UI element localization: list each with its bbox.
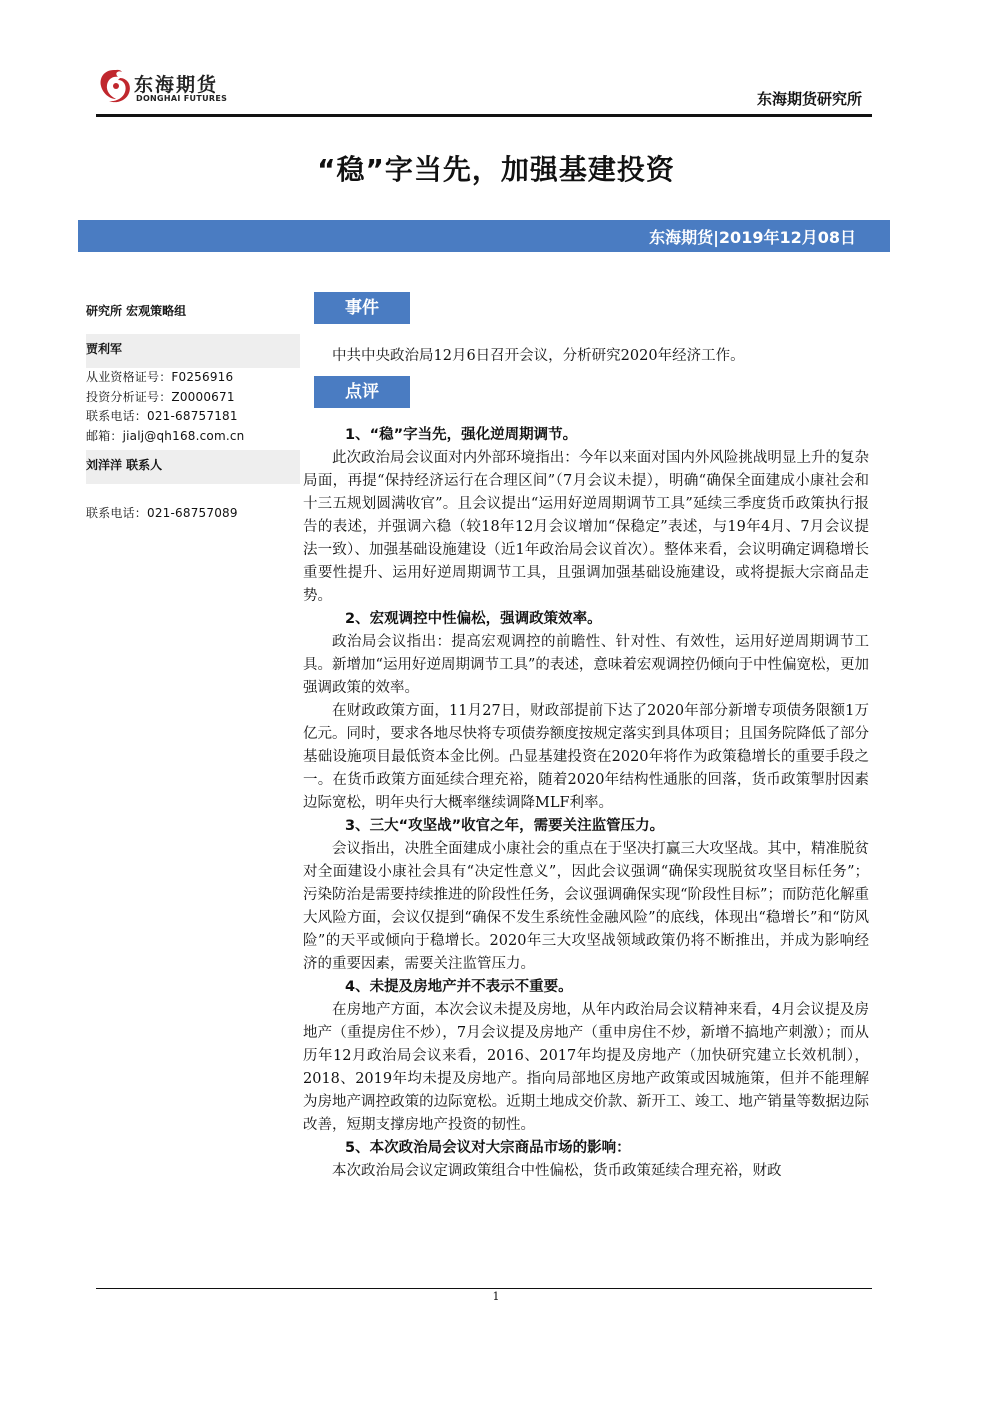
- section-paragraph: 此次政治局会议面对内外部环境指出：今年以来面对国内外风险挑战明显上升的复杂局面，再提“保持经济运行在合理区间”（7月会议未提），明确“确保全面建成小康社会和十三五规划圆满收官”。且会议提出“运用好逆周期调节工具”延续三季度货币政策执行报告的表述，并强调六稳（较18年12月会议增加“保稳定”表述，与19年4月、7月会议提法一致）、加强基础设施建设（近1年政治局会议首次）。整体来看，会议明确定调稳增长重要性提升、运用好逆周期调节工具，且强调加强基础设施建设，或将提振大宗商品走势。: [303, 450, 869, 604]
- logo-text-cn: 东海期货: [134, 74, 219, 96]
- event-text-block: [303, 345, 869, 368]
- analyst-name: 刘洋洋 联系人: [86, 450, 300, 484]
- banner-text: 东海期货|2019年12月08日: [649, 228, 856, 247]
- analyst-info-line: 联系电话：021-68757181: [86, 409, 238, 423]
- section-heading: 4、未提及房地产并不表示不重要。: [345, 979, 573, 995]
- comment-body: [303, 424, 869, 1183]
- report-title: “稳”字当先，加强基建投资: [317, 153, 675, 186]
- section-heading: 1、“稳”字当先，强化逆周期调节。: [345, 427, 578, 443]
- section-paragraph: 本次政治局会议定调政策组合中性偏松，货币政策延续合理充裕，财政: [332, 1163, 782, 1179]
- section-heading: 3、三大“攻坚战”收官之年，需要关注监管压力。: [345, 818, 665, 834]
- footer-divider: [96, 1288, 872, 1289]
- logo-text-en: DONGHAI FUTURES: [136, 94, 228, 103]
- section-paragraph: 在房地产方面，本次会议未提及房地，从年内政治局会议精神来看，4月会议提及房地产（重提房住不炒），7月会议提及房地产（重申房住不炒，新增不搞地产刺激）；而从历年12月政治局会议来看，2016、2017年均提及房地产（加快研究建立长效机制），2018、2019年均未提及房地产。指向局部地区房地产政策或因城施策，但并不能理解为房地产调控政策的边际宽松。近期土地成交价款、新开工、竣工、地产销量等数据边际改善，短期支撑房地产投资的韧性。: [303, 1002, 869, 1133]
- analyst-info-line: 联系电话：021-68757089: [86, 506, 238, 520]
- header-org: 东海期货研究所: [756, 90, 862, 108]
- analyst-email: 邮箱：jialj@qh168.com.cn: [86, 428, 245, 443]
- event-tag: 事件: [314, 292, 410, 324]
- event-text: 中共中央政治局12月6日召开会议，分析研究2020年经济工作。: [332, 348, 745, 364]
- section-heading: 2、宏观调控中性偏松，强调政策效率。: [345, 611, 602, 627]
- analyst-name: 贾利军: [86, 334, 300, 368]
- page-number: 1: [492, 1290, 500, 1303]
- comment-tag: 点评: [314, 376, 410, 408]
- section-paragraph: 在财政政策方面，11月27日，财政部提前下达了2020年部分新增专项债务限额1万亿元。同时，要求各地尽快将专项债券额度按规定落实到具体项目；且国务院降低了部分基础设施项目最低资本金比例。凸显基建投资在2020年将作为政策稳增长的重要手段之一。在货币政策方面延续合理充裕，随着2020年结构性通胀的回落，货币政策掣肘因素边际宽松，明年央行大概率继续调降MLF利率。: [303, 703, 869, 811]
- author-sidebar: [86, 300, 300, 524]
- analyst-info-line: 从业资格证号：F0256916: [86, 370, 234, 384]
- research-group: 研究所 宏观策略组: [86, 304, 187, 318]
- page-header: [96, 62, 872, 114]
- date-banner: [78, 220, 890, 252]
- dragon-logo-icon: [96, 66, 132, 106]
- section-paragraph: 会议指出，决胜全面建成小康社会的重点在于坚决打赢三大攻坚战。其中，精准脱贫对全面建设小康社会具有“决定性意义”，因此会议强调“确保实现脱贫攻坚目标任务”；污染防治是需要持续推进的阶段性任务，会议强调确保实现“阶段性目标”；而防范化解重大风险方面，会议仅提到“确保不发生系统性金融风险”的底线，体现出“稳增长”和“防风险”的天平或倾向于稳增长。2020年三大攻坚战领域政策仍将不断推出，并成为影响经济的重要因素，需要关注监管压力。: [303, 841, 869, 972]
- header-divider: [96, 114, 872, 117]
- section-paragraph: 政治局会议指出：提高宏观调控的前瞻性、针对性、有效性，运用好逆周期调节工具。新增加“运用好逆周期调节工具”的表述，意味着宏观调控仍倾向于中性偏宽松，更加强调政策的效率。: [303, 634, 869, 696]
- company-logo: [96, 66, 246, 110]
- section-heading: 5、本次政治局会议对大宗商品市场的影响：: [345, 1140, 631, 1156]
- analyst-info-line: 投资分析证号：Z0000671: [86, 389, 235, 404]
